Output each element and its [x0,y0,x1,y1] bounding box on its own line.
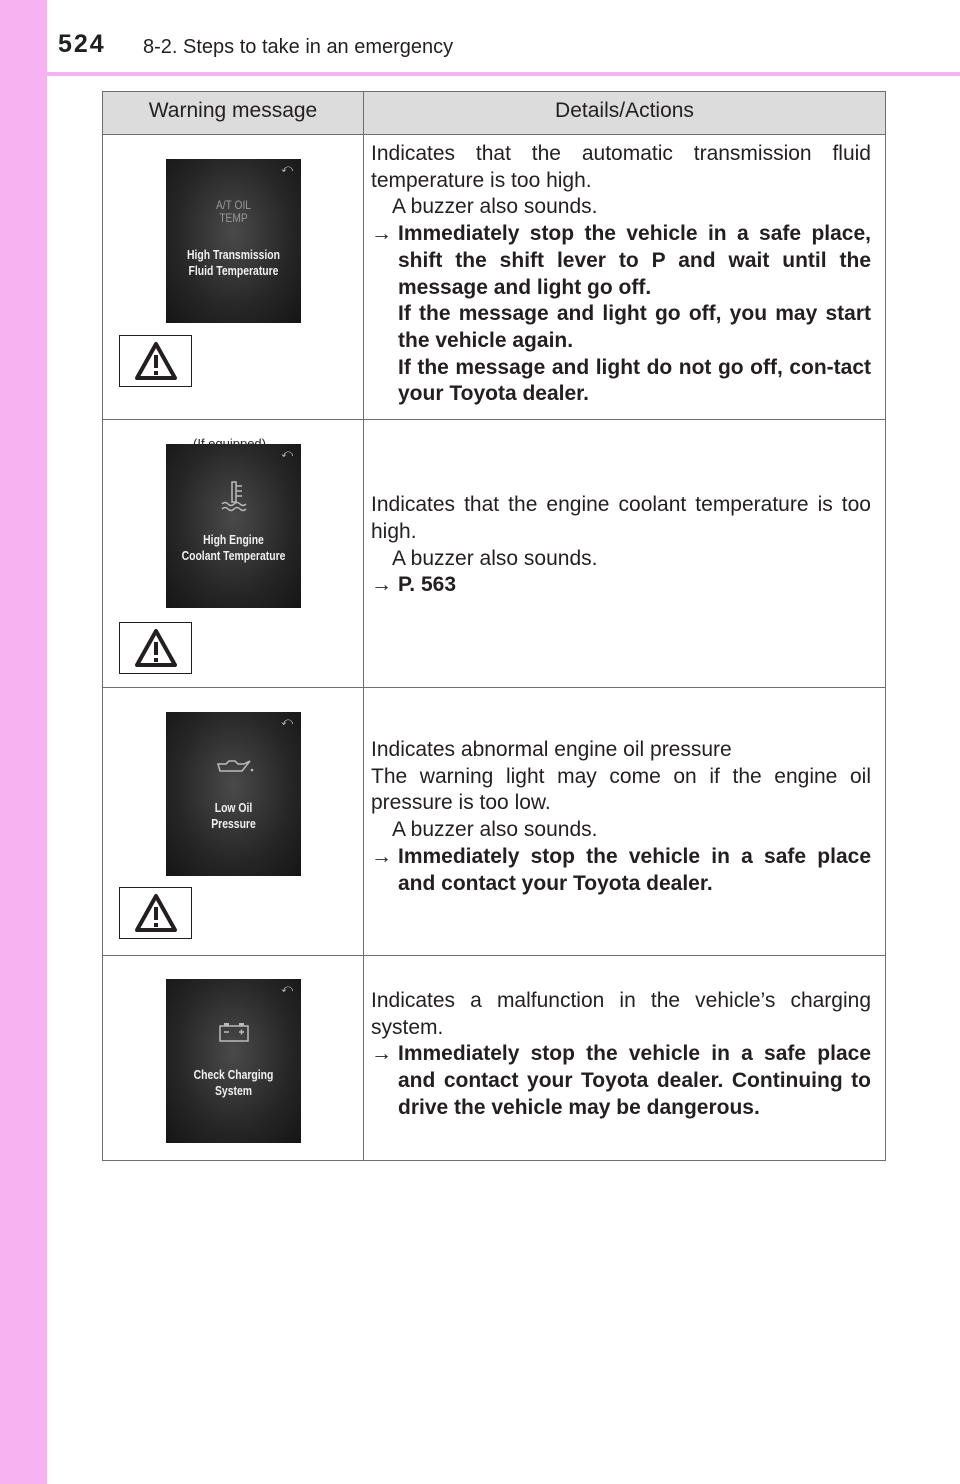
arrow-icon: → [371,573,392,597]
caution-icon-box [119,622,192,674]
action-text: Immediately stop the vehicle in a safe place and contact your Toyota dealer. Continuing to drive the vehicle may be dangerous. [398,1042,871,1119]
page-number: 524 [58,30,106,58]
caution-triangle-icon [134,341,178,381]
details-cell [364,135,886,420]
caution-icon-box [119,335,192,387]
caution-triangle-icon [134,628,178,668]
details-cell [364,688,886,956]
table-row [103,135,886,420]
caution-triangle-icon [134,893,178,933]
details-cell [364,956,886,1161]
screen-message: Low Oil Pressure [211,800,256,831]
table-header-row [103,92,886,135]
screen-message: Check Charging System [193,1067,274,1098]
detail-text: Indicates abnormal engine oil pressure [371,738,732,761]
screen-subtitle: A/T OIL TEMP [216,198,251,225]
detail-text: A buzzer also sounds. [392,546,598,570]
detail-text: Indicates that the engine coolant temperature is too high. [371,493,871,543]
header-details-actions: Details/Actions [364,92,886,135]
header-warning-message: Warning message [103,92,364,135]
side-color-strip [0,0,47,1484]
return-icon: ⤺ [281,983,293,995]
action-text: If the message and light go off, you may start the vehicle again. [398,302,871,352]
detail-text: A buzzer also sounds. [392,195,598,219]
caution-icon-box [119,887,192,939]
page-reference: P. 563 [398,573,457,597]
display-screen [166,444,301,608]
action-item [371,572,871,599]
arrow-icon: → [371,1042,392,1066]
return-icon: ⤺ [281,716,293,728]
table-row [103,688,886,956]
display-screen [166,159,301,323]
arrow-icon: → [371,844,392,868]
warning-image-cell [103,420,364,688]
warning-message-table [102,91,886,1161]
return-icon: ⤺ [281,163,293,175]
return-icon: ⤺ [281,448,293,460]
action-item [371,1041,871,1121]
detail-text: Indicates that the automatic transmission fluid temperature is too high. [371,142,871,192]
warning-image-cell [103,688,364,956]
screen-message: High Engine Coolant Temperature [181,532,286,563]
display-screen [166,979,301,1143]
warning-image-cell [103,956,364,1161]
battery-icon [166,1021,301,1048]
detail-text: A buzzer also sounds. [392,818,598,842]
table-row [103,956,886,1161]
action-text: Immediately stop the vehicle in a safe place, shift the shift lever to P and wait until the message and light go off. [398,222,871,299]
header-divider [0,72,960,76]
arrow-icon: → [371,222,392,246]
oil-can-icon [166,756,301,781]
coolant-temp-icon [166,480,301,517]
action-item [371,844,871,897]
action-text: Immediately stop the vehicle in a safe place and contact your Toyota dealer. [398,844,871,895]
warning-image-cell [103,135,364,420]
display-screen [166,712,301,876]
detail-text: Indicates a malfunction in the vehicle’s charging system. [371,989,871,1039]
action-text: If the message and light do not go off, con-tact your Toyota dealer. [398,355,871,406]
action-item [371,221,871,408]
table-row [103,420,886,688]
screen-message: High Transmission Fluid Temperature [186,247,281,278]
detail-text: The warning light may come on if the engine oil pressure is too low. [371,764,871,815]
details-cell [364,420,886,688]
section-title: 8-2. Steps to take in an emergency [143,36,454,58]
